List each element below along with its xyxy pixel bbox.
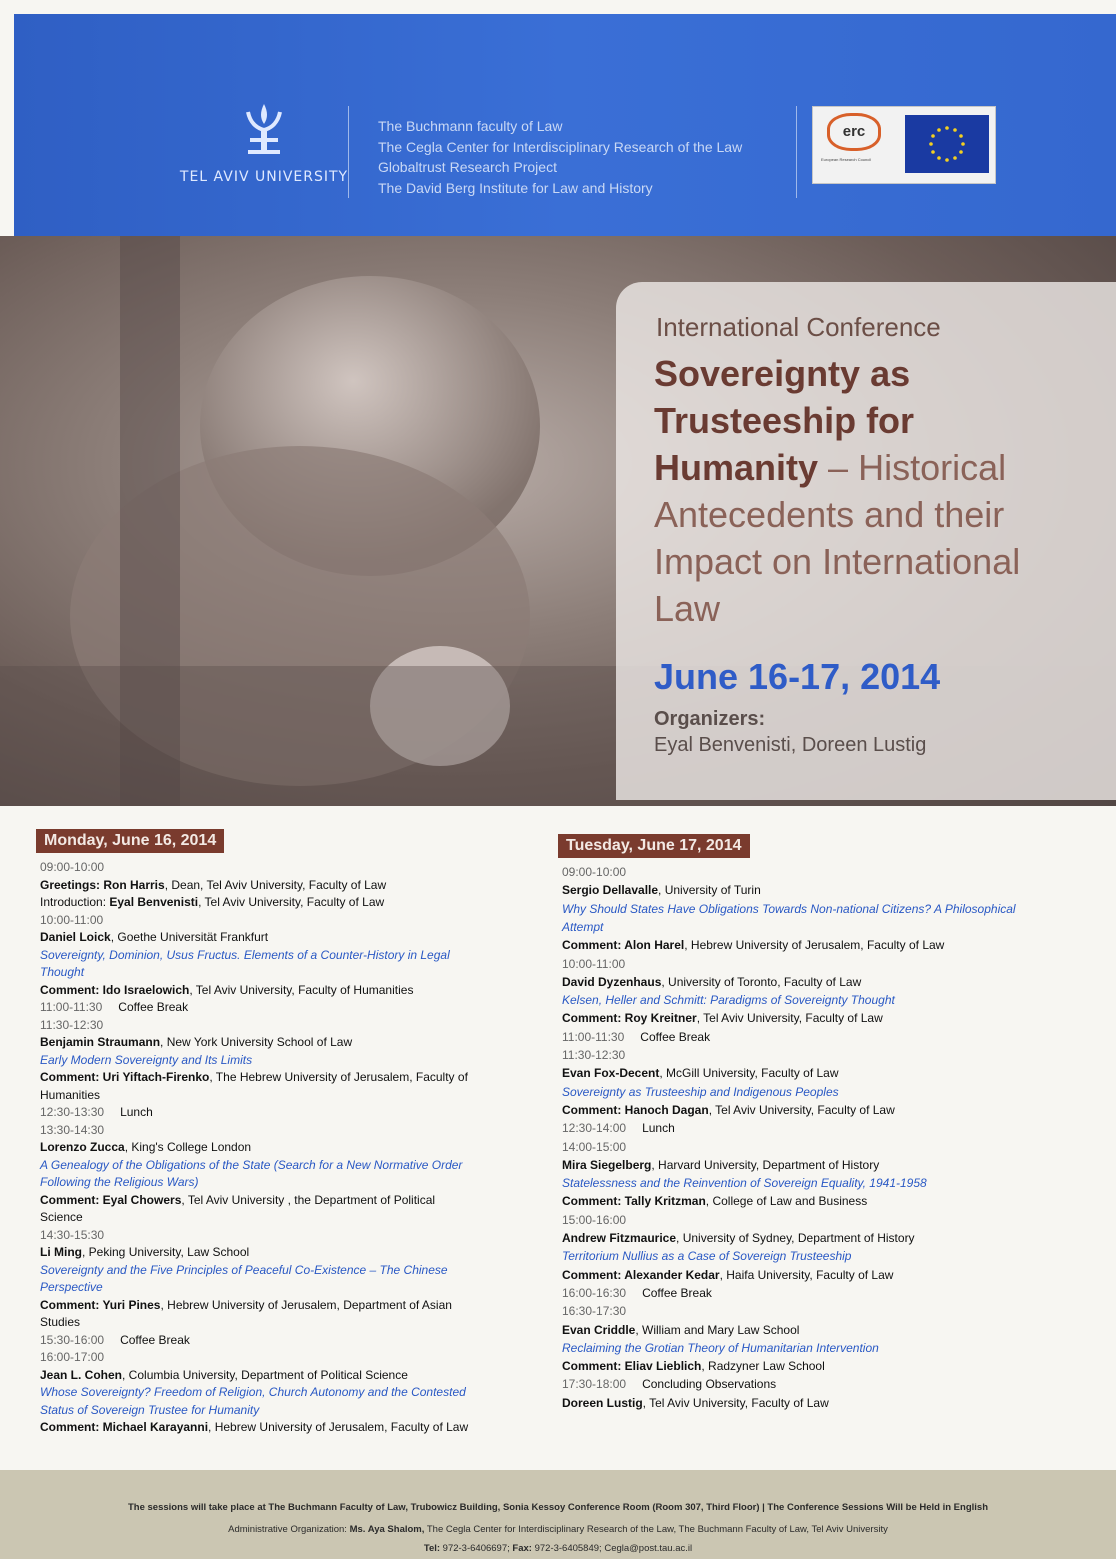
speaker-affiliation: , Hebrew University of Jerusalem, Department of Asian — [160, 1297, 452, 1312]
speaker-affiliation: , Tel Aviv University, Faculty of Humanities — [189, 982, 414, 997]
talk-title: Sovereignty, Dominion, Usus Fructus. Elements of a Counter-History in Legal — [40, 947, 450, 962]
talk-title: Attempt — [562, 919, 604, 934]
day1-heading: Monday, June 16, 2014 — [36, 829, 224, 853]
tel-value: 972-3-6406697; — [440, 1543, 513, 1554]
speaker-row — [562, 938, 944, 952]
break-row — [562, 1121, 675, 1135]
session-time: 10:00-11:00 — [40, 912, 104, 927]
speaker-name: Sergio Dellavalle — [562, 883, 659, 898]
conference-date: June 16-17, 2014 — [654, 656, 941, 697]
session-time: 15:00-16:00 — [562, 1212, 627, 1227]
speaker-name: Mira Siegelberg — [562, 1157, 652, 1172]
speaker-name: Doreen Lustig — [562, 1395, 643, 1410]
title-bold: Sovereignty as Trusteeship for Humanity — [654, 353, 915, 488]
break-time: 11:00-11:30 — [562, 1029, 625, 1044]
contact-line — [0, 1543, 1116, 1554]
session-time: 14:00-15:00 — [562, 1139, 627, 1154]
speaker-name: Comment: Alon Harel — [562, 938, 685, 953]
speaker-row — [40, 878, 386, 892]
speaker-row — [562, 1066, 839, 1080]
session-time: 09:00-10:00 — [562, 865, 627, 879]
organizers-label: Organizers: — [654, 708, 766, 730]
speaker-affiliation: , Harvard University, Department of History — [651, 1157, 880, 1172]
session-time: 09:00-10:00 — [40, 860, 105, 874]
speaker-affiliation: , Tel Aviv University, Faculty of Law — [642, 1395, 829, 1410]
speaker-row — [40, 1193, 435, 1207]
break-label: Coffee Break — [640, 1029, 711, 1044]
talk-title: Following the Religious Wars) — [40, 1175, 199, 1189]
break-label: Coffee Break — [120, 1332, 190, 1347]
talk-title: Whose Sovereignty? Freedom of Religion, Church Autonomy and the Contested — [40, 1385, 466, 1399]
institution-line: Globaltrust Research Project — [378, 159, 557, 175]
speaker-name: Comment: Yuri Pines — [40, 1297, 161, 1312]
talk-title: Early Modern Sovereignty and Its Limits — [40, 1052, 253, 1067]
speaker-affiliation: , Haifa University, Faculty of Law — [719, 1267, 894, 1282]
speaker-name: David Dyzenhaus — [562, 974, 662, 989]
speaker-name: Evan Criddle — [562, 1322, 636, 1337]
email-link[interactable]: Cegla@post.tau.ac.il — [604, 1543, 693, 1554]
institution-line: The Cegla Center for Interdisciplinary Research of the Law — [378, 138, 743, 155]
session-time: 11:30-12:30 — [562, 1048, 626, 1062]
speaker-name: Jean L. Cohen — [40, 1367, 123, 1382]
speaker-name: Li Ming — [40, 1245, 82, 1259]
session-time: 10:00-11:00 — [562, 956, 626, 971]
fax-value: 972-3-6405849; — [531, 1543, 605, 1554]
day2-heading: Tuesday, June 17, 2014 — [558, 834, 750, 858]
speaker-row — [562, 975, 861, 989]
speaker-prefix: Introduction: — [40, 895, 110, 909]
session-time: 14:30-15:30 — [40, 1227, 105, 1242]
speaker-row — [40, 1245, 249, 1259]
erc-subtitle: European Research Council — [821, 157, 872, 162]
break-time: 11:00-11:30 — [40, 1000, 103, 1014]
speaker-affiliation: , Hebrew University of Jerusalem, Faculty of Law — [208, 1420, 469, 1434]
speaker-name: Comment: Eliav Lieblich — [562, 1359, 702, 1374]
break-time: 16:00-16:30 — [562, 1285, 627, 1300]
speaker-affiliation: , Tel Aviv University , the Department of Political — [181, 1192, 436, 1207]
speaker-affiliation: , William and Mary Law School — [635, 1322, 800, 1337]
talk-title: A Genealogy of the Obligations of the State (Search for a New Normative Order — [40, 1157, 463, 1172]
speaker-affiliation: , Goethe Universität Frankfurt — [110, 930, 269, 944]
fax-label: Fax: — [512, 1543, 532, 1554]
speaker-name: Comment: Hanoch Dagan — [562, 1102, 709, 1117]
break-label: Coffee Break — [642, 1285, 712, 1300]
speaker-row — [562, 1011, 883, 1025]
title-rest: – Historical Antecedents and their Impact on International Law — [654, 447, 1021, 629]
talk-title: Why Should States Have Obligations Towards Non-national Citizens? A Philosophical — [562, 901, 1016, 916]
affiliation-cont: Studies — [40, 1315, 81, 1329]
speaker-row — [40, 1420, 468, 1434]
speaker-row — [40, 1368, 408, 1382]
speaker-row — [562, 1194, 867, 1208]
affiliation-cont: Science — [40, 1210, 83, 1224]
break-row — [40, 1333, 190, 1347]
erc-logo — [812, 106, 996, 184]
break-row — [40, 1105, 153, 1119]
speaker-name: Daniel Loick — [40, 930, 111, 944]
session-time: 11:30-12:30 — [40, 1017, 104, 1032]
speaker-affiliation: , University of Toronto, Faculty of Law — [661, 974, 862, 989]
conference-kicker: International Conference — [656, 312, 941, 342]
speaker-row — [562, 1268, 893, 1282]
break-time: 12:30-14:00 — [562, 1121, 627, 1136]
talk-title: Status of Sovereign Trustee for Humanity — [40, 1402, 260, 1417]
speaker-row — [40, 1035, 352, 1049]
speaker-name: Eyal Benvenisti — [109, 895, 199, 909]
institution-line: The Buchmann faculty of Law — [378, 118, 563, 134]
speaker-row — [562, 1231, 915, 1245]
speaker-row — [562, 883, 761, 897]
organizers-names: Eyal Benvenisti, Doreen Lustig — [654, 734, 927, 756]
break-time: 17:30-18:00 — [562, 1377, 627, 1392]
speaker-row — [562, 1103, 895, 1117]
break-label: Coffee Break — [118, 1000, 189, 1014]
speaker-affiliation: , University of Sydney, Department of History — [676, 1231, 915, 1245]
speaker-affiliation: , McGill University, Faculty of Law — [659, 1066, 839, 1081]
affiliation-cont: Humanities — [40, 1087, 101, 1102]
speaker-affiliation: , King's College London — [124, 1140, 252, 1154]
talk-title: Sovereignty and the Five Principles of Peaceful Co-Existence – The Chinese — [40, 1262, 448, 1277]
talk-title: Thought — [40, 965, 85, 979]
session-time: 16:00-17:00 — [40, 1350, 105, 1364]
speaker-affiliation: , Dean, Tel Aviv University, Faculty of Law — [164, 877, 387, 892]
speaker-affiliation: , Tel Aviv University, Faculty of Law — [696, 1011, 883, 1026]
speaker-name: Benjamin Straumann — [40, 1035, 161, 1049]
institution-line: The David Berg Institute for Law and History — [378, 179, 653, 196]
speaker-affiliation: , College of Law and Business — [705, 1194, 868, 1209]
talk-title: Kelsen, Heller and Schmitt: Paradigms of Sovereignty Thought — [562, 993, 895, 1008]
speaker-affiliation: , Hebrew University of Jerusalem, Faculty of Law — [684, 938, 945, 953]
speaker-affiliation: , Tel Aviv University, Faculty of Law — [708, 1102, 895, 1117]
break-label: Lunch — [120, 1105, 153, 1119]
speaker-row — [562, 1158, 879, 1172]
venue-note: The sessions will take place at The Buchmann Faculty of Law, Trubowicz Building, Sonia Kessoy Conference Room (Room 307, Third Floor) | The Conference Sessions Will be Held in English — [127, 1502, 988, 1513]
speaker-name: Comment: Roy Kreitner — [562, 1011, 697, 1026]
speaker-row — [562, 1396, 829, 1410]
talk-title: Perspective — [40, 1280, 103, 1294]
erc-logo-mark: erc — [827, 113, 881, 151]
tau-logo — [164, 98, 364, 185]
speaker-name: Lorenzo Zucca — [40, 1140, 125, 1154]
divider — [796, 106, 797, 198]
admin-organization — [0, 1524, 1116, 1535]
break-row — [562, 1030, 710, 1044]
session-time: 16:30-17:30 — [562, 1304, 627, 1319]
break-row — [562, 1377, 776, 1391]
break-label: Lunch — [642, 1121, 675, 1136]
speaker-affiliation: , Tel Aviv University, Faculty of Law — [198, 895, 385, 909]
talk-title: Statelessness and the Reinvention of Sovereign Equality, 1941-1958 — [562, 1176, 927, 1191]
speaker-name: Comment: Ido Israelowich — [40, 982, 190, 997]
institutions-list — [378, 116, 742, 198]
conference-title — [654, 350, 1074, 632]
speaker-name: Evan Fox-Decent — [562, 1066, 660, 1081]
speaker-name: Greetings: Ron Harris — [40, 877, 165, 892]
speaker-name: Andrew Fitzmaurice — [562, 1231, 677, 1245]
admin-label: Administrative Organization: — [228, 1524, 347, 1535]
speaker-affiliation: , Columbia University, Department of Political Science — [122, 1367, 408, 1382]
speaker-row — [40, 1298, 452, 1312]
eu-flag-icon — [905, 115, 989, 173]
talk-title: Reclaiming the Grotian Theory of Humanitarian Intervention — [562, 1340, 879, 1355]
admin-rest: The Cegla Center for Interdisciplinary Research of the Law, The Buchmann Faculty of Law, Tel Aviv University — [424, 1524, 888, 1535]
speaker-row — [40, 895, 384, 909]
admin-name: Ms. Aya Shalom, — [346, 1524, 425, 1535]
speaker-row — [40, 930, 268, 944]
speaker-name: Comment: Uri Yiftach-Firenko — [40, 1070, 210, 1084]
break-label: Concluding Observations — [642, 1377, 777, 1392]
speaker-name: Comment: Eyal Chowers — [40, 1192, 182, 1207]
speaker-affiliation: , University of Turin — [658, 883, 761, 898]
speaker-name: Comment: Tally Kritzman — [562, 1194, 706, 1209]
university-name: TEL AVIV UNIVERSITY — [179, 169, 349, 185]
divider — [348, 106, 349, 198]
speaker-row — [562, 1323, 799, 1337]
speaker-row — [40, 983, 413, 997]
talk-title: Territorium Nullius as a Case of Sovereign Trusteeship — [562, 1249, 852, 1264]
tel-label: Tel: — [423, 1543, 441, 1554]
menorah-icon — [234, 98, 294, 158]
speaker-row — [40, 1140, 251, 1154]
break-time: 15:30-16:00 — [40, 1332, 105, 1347]
break-row — [40, 1000, 188, 1014]
session-time: 13:30-14:30 — [40, 1122, 105, 1137]
break-time: 12:30-13:30 — [40, 1105, 105, 1119]
speaker-affiliation: , Peking University, Law School — [82, 1245, 250, 1259]
break-row — [562, 1286, 712, 1300]
speaker-name: Comment: Alexander Kedar — [562, 1267, 720, 1282]
talk-title: Sovereignty as Trusteeship and Indigenous Peoples — [562, 1084, 839, 1099]
speaker-row — [40, 1070, 468, 1084]
speaker-name: Comment: Michael Karayanni — [40, 1420, 209, 1434]
speaker-affiliation: , The Hebrew University of Jerusalem, Faculty of — [209, 1070, 468, 1084]
header-banner — [14, 14, 1116, 236]
speaker-row — [562, 1359, 825, 1373]
speaker-affiliation: , New York University School of Law — [160, 1035, 353, 1049]
speaker-affiliation: , Radzyner Law School — [701, 1359, 825, 1374]
